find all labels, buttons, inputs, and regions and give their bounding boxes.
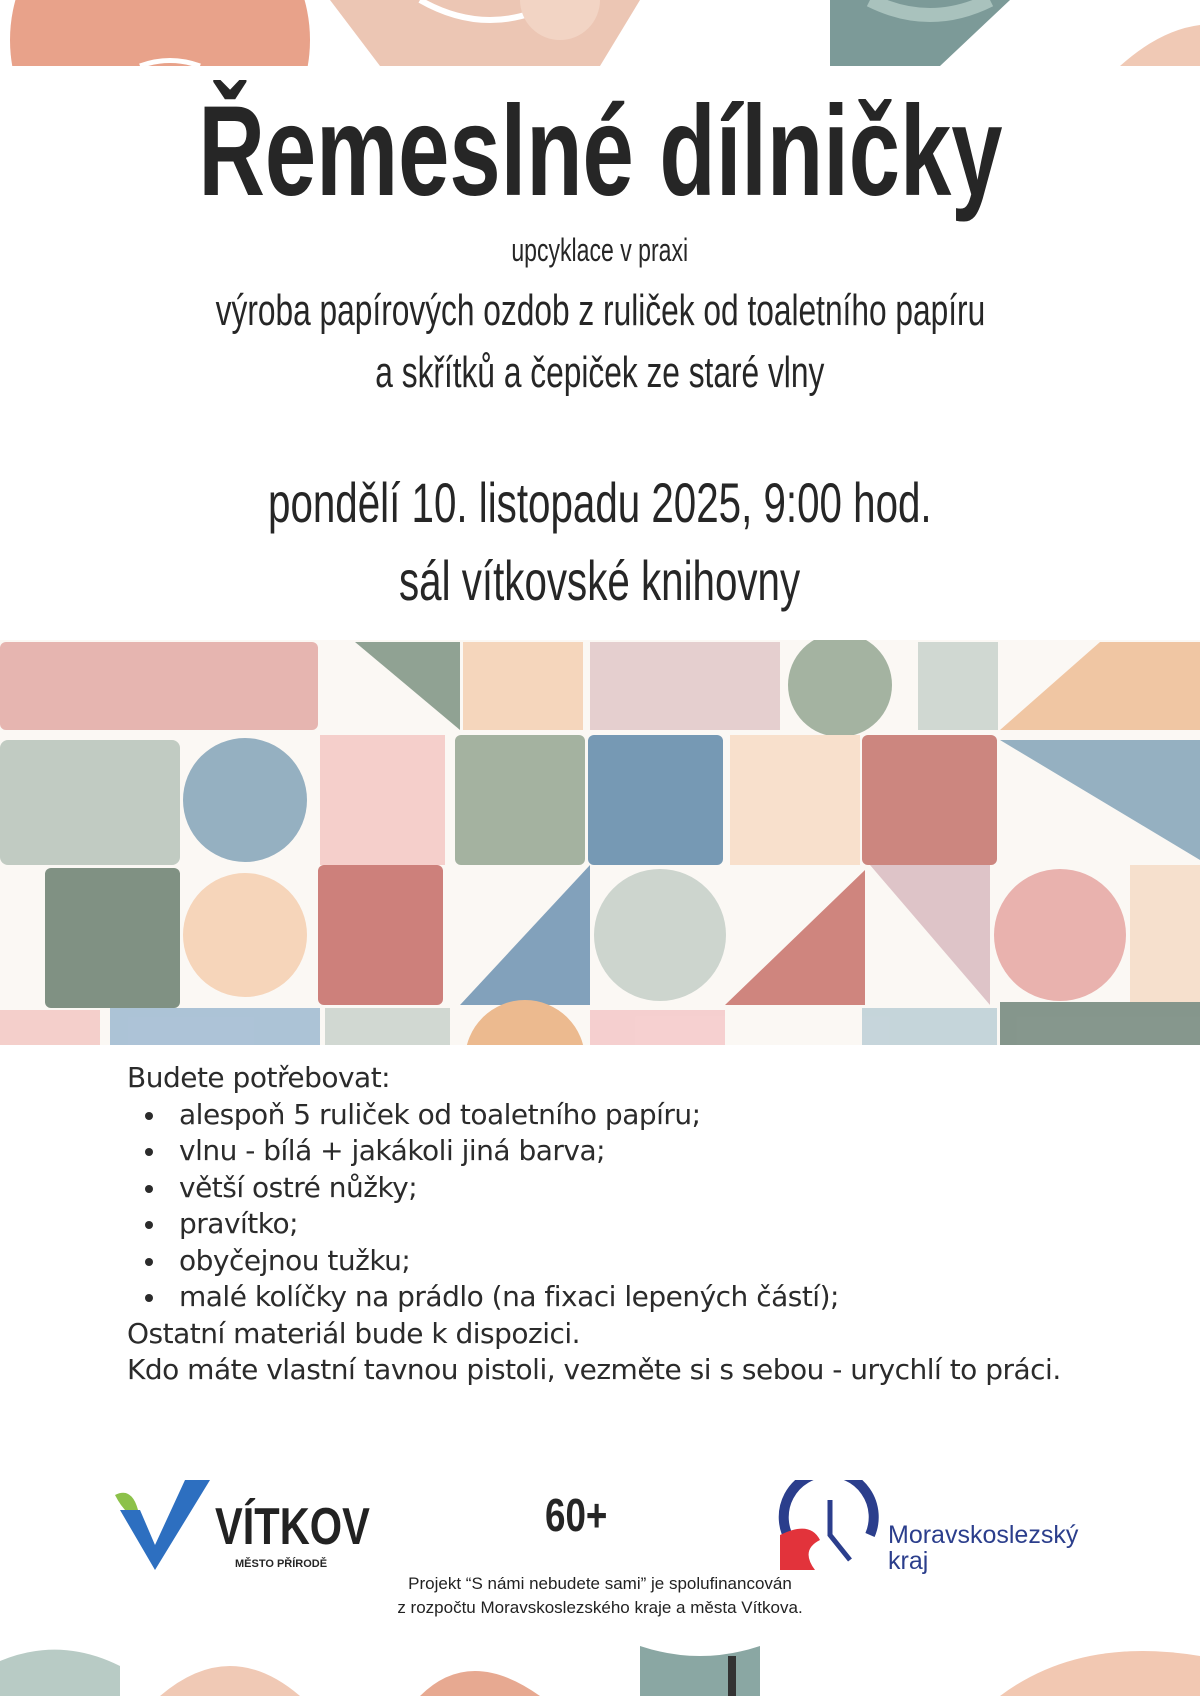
note-glue-gun: Kdo máte vlastní tavnou pistoli, vezměte si s sebou - urychlí to práci.: [127, 1353, 1061, 1386]
event-place: sál vítkovské knihovny: [399, 549, 801, 612]
list-item: větší ostré nůžky;: [127, 1170, 1061, 1207]
description-line-1: výroba papírových ozdob z ruliček od toaletního papíru: [215, 286, 985, 335]
description-line-2: a skřítků a čepiček ze staré vlny: [375, 348, 825, 397]
age-badge: 60+: [545, 1489, 608, 1541]
funding-note: [0, 1572, 1200, 1620]
subtitle: upcyklace v praxi: [511, 232, 689, 268]
materials-list: [127, 1060, 1061, 1389]
event-date-time: pondělí 10. listopadu 2025, 9:00 hod.: [268, 471, 932, 534]
region-name-2: kraj: [888, 1547, 929, 1575]
list-item: malé kolíčky na prádlo (na fixaci lepených částí);: [127, 1279, 1061, 1316]
list-item: pravítko;: [127, 1206, 1061, 1243]
list-item: obyčejnou tužku;: [127, 1243, 1061, 1280]
funding-line-1: Projekt “S námi nebudete sami” je spolufinancován: [408, 1574, 792, 1593]
materials-heading: Budete potřebovat:: [127, 1061, 391, 1094]
region-emblem-icon: [770, 1480, 880, 1575]
list-item: alespoň 5 ruliček od toaletního papíru;: [127, 1097, 1061, 1134]
note-materials: Ostatní materiál bude k dispozici.: [127, 1316, 581, 1350]
list-item: vlnu - bílá + jakákoli jiná barva;: [127, 1133, 1061, 1170]
funding-line-2: z rozpočtu Moravskoslezského kraje a města Vítkova.: [397, 1598, 803, 1617]
decorative-footer-pattern: [0, 1636, 1200, 1696]
region-name: Moravskoslezský: [888, 1521, 1079, 1549]
vitkov-v-icon: [110, 1475, 210, 1570]
vitkov-logo: VÍTKOV MĚSTO PŘÍRODĚ: [110, 1475, 410, 1570]
poster-title: Řemeslné dílničky: [197, 80, 1003, 223]
watercolor-shapes-banner: [0, 640, 1200, 1045]
decorative-header-pattern: [0, 0, 1200, 66]
moravskoslezsky-kraj-logo: [770, 1480, 1110, 1575]
